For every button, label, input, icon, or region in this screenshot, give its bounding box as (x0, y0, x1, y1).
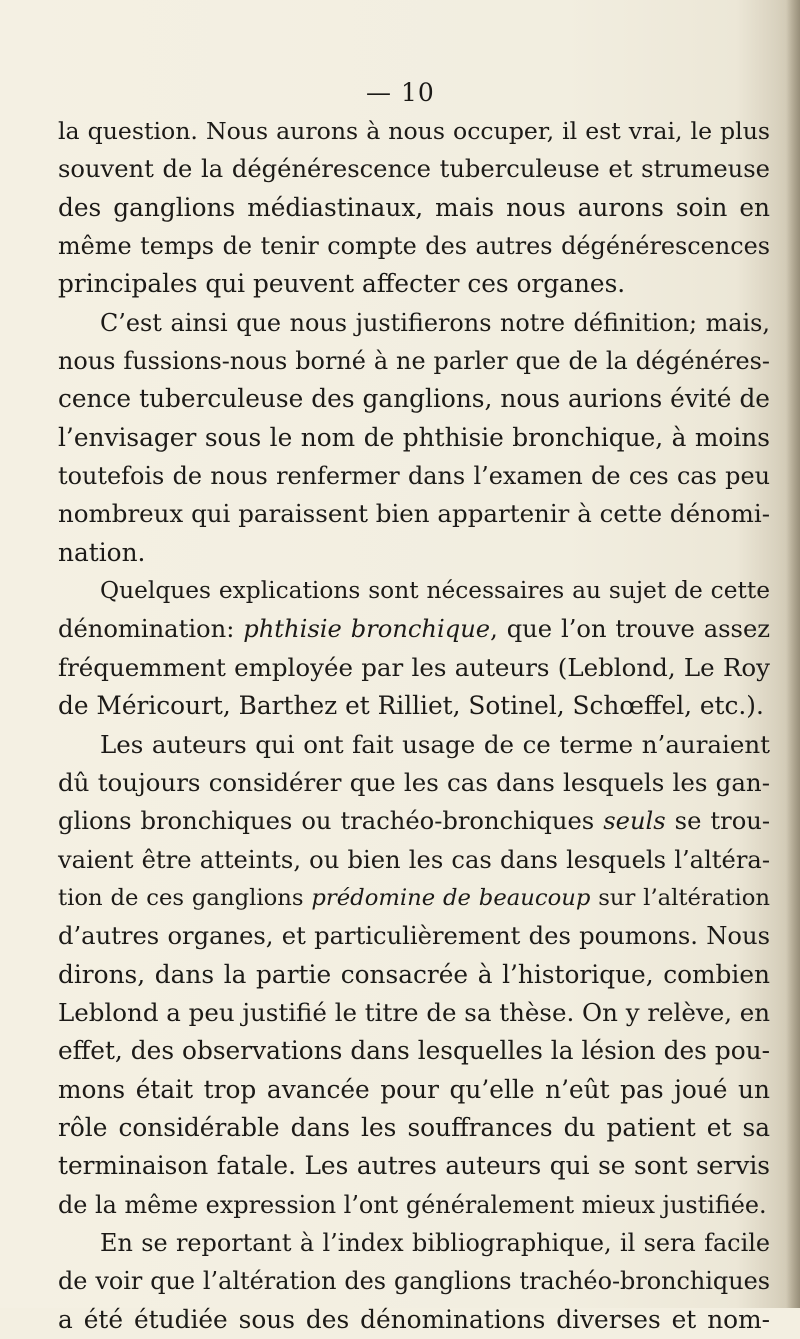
text-line: dirons, dans la partie consacrée à l’historique, combien (58, 959, 770, 989)
text-line: nous fussions-nous borné à ne parler que de la dégénéres- (58, 347, 770, 376)
text-span: , que l’on trouve assez (490, 615, 771, 644)
text-line: nombreux qui paraissent bien appartenir à cette dénomi- (58, 499, 770, 529)
text-line: cence tuberculeuse des ganglions, nous aurions évité de (58, 384, 770, 414)
text-line: dû toujours considérer que les cas dans lesquels les gan- (58, 767, 770, 797)
text-span: tion de ces ganglions (58, 884, 312, 911)
text-line (58, 879, 770, 917)
body-text (58, 112, 770, 1339)
text-line: souvent de la dégénérescence tuberculeuse et strumeuse (58, 155, 770, 184)
paragraph-start-line: Quelques explications sont nécessaires au sujet de cette (100, 577, 770, 605)
text-line: vaient être atteints, ou bien les cas dans lesquels l’altéra- (58, 845, 770, 874)
text-line: mons était trop avancée pour qu’elle n’eût pas joué un (58, 1074, 770, 1104)
text-line: rôle considérable dans les souffrances du patient et sa (58, 1112, 770, 1142)
text-line: Leblond a peu justifié le titre de sa thèse. On y relève, en (58, 997, 771, 1027)
text-line: effet, des observations dans lesquelles la lésion des pou- (58, 1036, 770, 1066)
text-line (58, 610, 770, 648)
page-binding-edge (786, 0, 800, 1308)
paragraph-start-line: Les auteurs qui ont fait usage de ce terme n’auraient (100, 729, 770, 759)
text-line: de voir que l’altération des ganglions trachéo-bronchiques (58, 1267, 770, 1296)
paragraph-start-line: En se reportant à l’index bibliographique, il sera facile (100, 1228, 770, 1257)
text-line: d’autres organes, et particulièrement des poumons. Nous (58, 922, 770, 951)
italic-term: phthisie bronchique (243, 615, 491, 644)
text-line: terminaison fatale. Les autres auteurs qui se sont servis (58, 1151, 770, 1181)
text-line: toutefois de nous renfermer dans l’examen de ces cas peu (58, 462, 770, 491)
text-line: fréquemment employée par les auteurs (Leblond, Le Roy (58, 652, 770, 682)
text-span: sur l’altération (590, 884, 770, 911)
italic-term: seuls (603, 807, 666, 836)
text-span: glions bronchiques ou trachéo-bronchiques (58, 807, 604, 836)
text-line (58, 802, 770, 840)
text-line: la question. Nous aurons à nous occuper, il est vrai, le plus (58, 117, 770, 145)
text-line: même temps de tenir compte des autres dégénérescences (58, 232, 770, 261)
italic-term: prédomine de beaucoup (311, 884, 591, 911)
paragraph-start-line: C’est ainsi que nous justifierons notre définition; mais, (100, 308, 770, 337)
text-line: de Méricourt, Barthez et Rilliet, Sotinel, Schœffel, etc.). (58, 691, 764, 721)
text-line: l’envisager sous le nom de phthisie bronchique, à moins (58, 422, 770, 452)
text-line: a été étudiée sous des dénominations diverses et nom- (58, 1304, 770, 1334)
text-line: principales qui peuvent affecter ces organes. (58, 269, 626, 299)
text-line: des ganglions médiastinaux, mais nous aurons soin en (58, 192, 770, 222)
page-number: — 10 (366, 78, 435, 107)
text-span: dénomination: (58, 615, 244, 644)
text-line: nation. (58, 537, 146, 567)
text-line: de la même expression l’ont généralement mieux justifiée. (58, 1190, 767, 1219)
text-span: se trou- (665, 807, 771, 836)
